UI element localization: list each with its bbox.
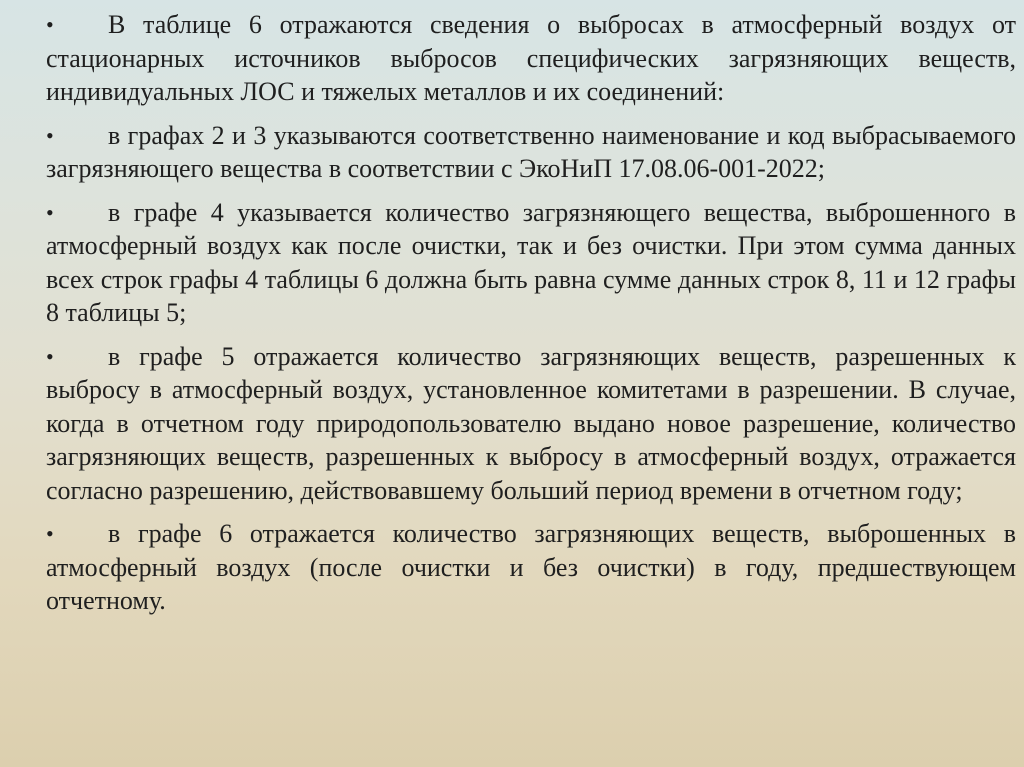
bullet-marker: • [46,12,54,37]
bullet-item [46,340,1016,508]
bullet-marker: • [46,199,54,225]
bullet-item [46,8,1016,109]
bullet-text: в графах 2 и 3 указываются соответственно наименование и код выбрасываемого загрязняющего вещества в соответствии с ЭкоНиП 17.08.06-001-2022; [46,120,1016,183]
bullet-text: в графе 4 указывается количество загрязняющего вещества, выброшенного в атмосферный воздух как после очистки, так и без очистки. При этом сумма данных всех строк графы 4 таблицы 6 должна быть равна сумме данных строк 8, 11 и 12 графы 8 таблицы 5; [46,197,1016,327]
bullet-marker: • [46,521,54,546]
bullet-item [46,119,1016,186]
bullet-marker: • [46,122,54,148]
bullet-list [46,8,1016,628]
bullet-item [46,517,1016,618]
bullet-text: в графе 6 отражается количество загрязняющих веществ, выброшенных в атмосферный воздух (после очистки и без очистки) в году, предшествующем отчетному. [46,519,1016,615]
bullet-text: в графе 5 отражается количество загрязняющих веществ, разрешенных к выбросу в атмосферный воздух, установленное комитетами в разрешении. В случае, когда в отчетном году природопользователю выдано новое разрешение, количество загрязняющих веществ, разрешенных к выбросу в атмосферный воздух, отражается согласно разрешению, действовавшему больший период времени в отчетном году; [46,341,1016,505]
bullet-marker: • [46,343,54,369]
bullet-item [46,196,1016,330]
bullet-text: В таблице 6 отражаются сведения о выбросах в атмосферный воздух от стационарных источников выбросов специфических загрязняющих веществ, индивидуальных ЛОС и тяжелых металлов и их соединений: [46,10,1016,106]
